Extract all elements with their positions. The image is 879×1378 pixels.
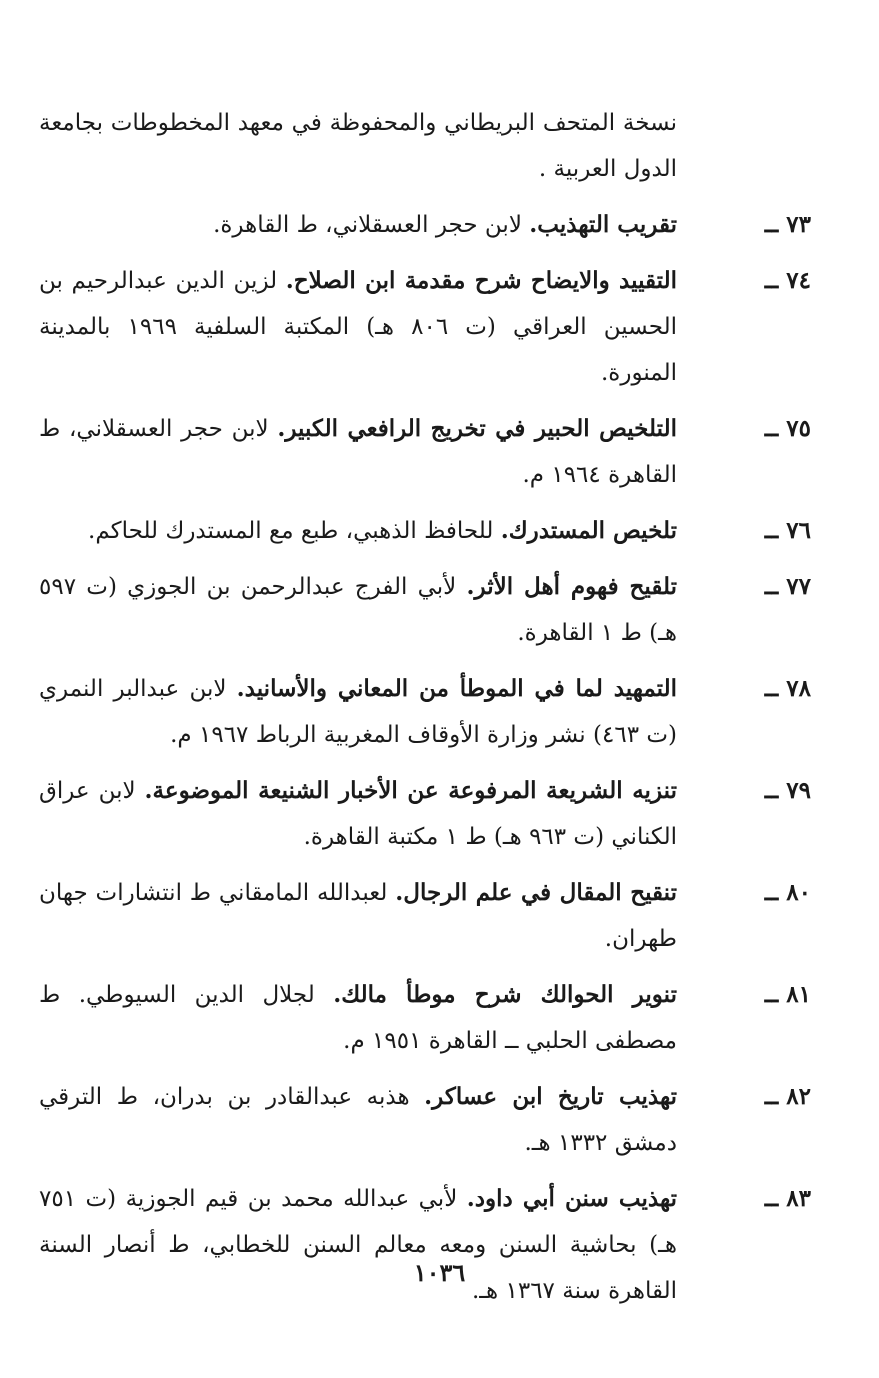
entry-details: هذبه عبدالقادر بن بدران، ط الترقي دمشق ١٣٣٢ هـ. [39, 1084, 677, 1156]
entry-number: ٧٣ ــ [764, 211, 811, 238]
bibliography-entry [39, 564, 811, 656]
entry-details: لجلال الدين السيوطي. ط مصطفى الحلبي ــ القاهرة ١٩٥١ م. [39, 982, 677, 1054]
entry-number: ٧٦ ــ [764, 517, 811, 544]
entry-body [39, 972, 677, 1064]
entries-list [39, 202, 811, 1314]
entry-body [39, 202, 677, 248]
bibliography-entry [39, 666, 811, 758]
entry-number: ٧٥ ــ [764, 415, 811, 442]
entry-body [39, 1176, 677, 1314]
bibliography-page [39, 100, 811, 1324]
entry-details: لابن حجر العسقلاني، ط القاهرة. [213, 212, 530, 238]
entry-number: ٨٠ ــ [764, 879, 811, 906]
continuation-entry [39, 100, 739, 192]
bibliography-entry [39, 972, 811, 1064]
entry-title: تلقيح فهوم أهل الأثر. [466, 573, 677, 600]
entry-title: تنوير الحوالك شرح موطأ مالك. [333, 981, 677, 1008]
entry-title: تهذيب تاريخ ابن عساكر. [424, 1083, 678, 1110]
bibliography-entry [39, 1074, 811, 1166]
entry-body [39, 258, 677, 396]
entry-number: ٧٩ ــ [764, 777, 811, 804]
entry-title: تقريب التهذيب. [529, 211, 677, 238]
entry-title: تلخيص المستدرك. [500, 517, 677, 544]
entry-details: للحافظ الذهبي، طبع مع المستدرك للحاكم. [88, 518, 501, 544]
bibliography-entry [39, 870, 811, 962]
entry-title: التمهيد لما في الموطأ من المعاني والأسانيد. [236, 675, 677, 702]
bibliography-entry [39, 1176, 811, 1314]
continuation-text: نسخة المتحف البريطاني والمحفوظة في معهد المخطوطات بجامعة الدول العربية . [39, 110, 677, 182]
entry-number: ٨١ ــ [764, 981, 811, 1008]
entry-body [39, 564, 677, 656]
bibliography-entry [39, 768, 811, 860]
entry-number: ٨٣ ــ [764, 1185, 811, 1212]
entry-number: ٧٨ ــ [764, 675, 811, 702]
entry-details: لابن عراق الكناني (ت ٩٦٣ هـ) ط ١ مكتبة القاهرة. [39, 778, 677, 850]
entry-title: تنقيح المقال في علم الرجال. [395, 879, 677, 906]
bibliography-entry [39, 406, 811, 498]
entry-body [39, 666, 677, 758]
bibliography-entry [39, 202, 811, 248]
entry-title: التقييد والايضاح شرح مقدمة ابن الصلاح. [285, 267, 677, 294]
entry-details: لزين الدين عبدالرحيم بن الحسين العراقي (ت ٨٠٦ هـ) المكتبة السلفية ١٩٦٩ بالمدينة المنورة. [39, 268, 677, 386]
entry-details: لابن عبدالبر النمري (ت ٤٦٣) نشر وزارة الأوقاف المغربية الرباط ١٩٦٧ م. [39, 676, 677, 748]
entry-body [39, 1074, 677, 1166]
entry-title: التلخيص الحبير في تخريج الرافعي الكبير. [277, 415, 677, 442]
entry-title: تنزيه الشريعة المرفوعة عن الأخبار الشنيعة الموضوعة. [144, 777, 677, 804]
bibliography-entry [39, 258, 811, 396]
entry-number: ٧٤ ــ [764, 267, 811, 294]
page-number: ١٠٣٦ [413, 1258, 466, 1287]
entry-details: لأبي الفرج عبدالرحمن بن الجوزي (ت ٥٩٧ هـ) ط ١ القاهرة. [39, 574, 677, 646]
bibliography-entry [39, 508, 811, 554]
entry-title: تهذيب سنن أبي داود. [466, 1185, 677, 1212]
entry-body [39, 508, 677, 554]
entry-number: ٧٧ ــ [764, 573, 811, 600]
entry-details: لابن حجر العسقلاني، ط القاهرة ١٩٦٤ م. [39, 416, 677, 488]
entry-number: ٨٢ ــ [764, 1083, 811, 1110]
entry-details: لأبي عبدالله محمد بن قيم الجوزية (ت ٧٥١ هـ) بحاشية السنن ومعه معالم السنن للخطابي، ط أنصار السنة القاهرة سنة ١٣٦٧ هـ. [39, 1186, 677, 1304]
entry-body [39, 768, 677, 860]
entry-body [39, 406, 677, 498]
entry-body [39, 870, 677, 962]
entry-details: لعبدالله المامقاني ط انتشارات جهان طهران. [39, 880, 677, 952]
